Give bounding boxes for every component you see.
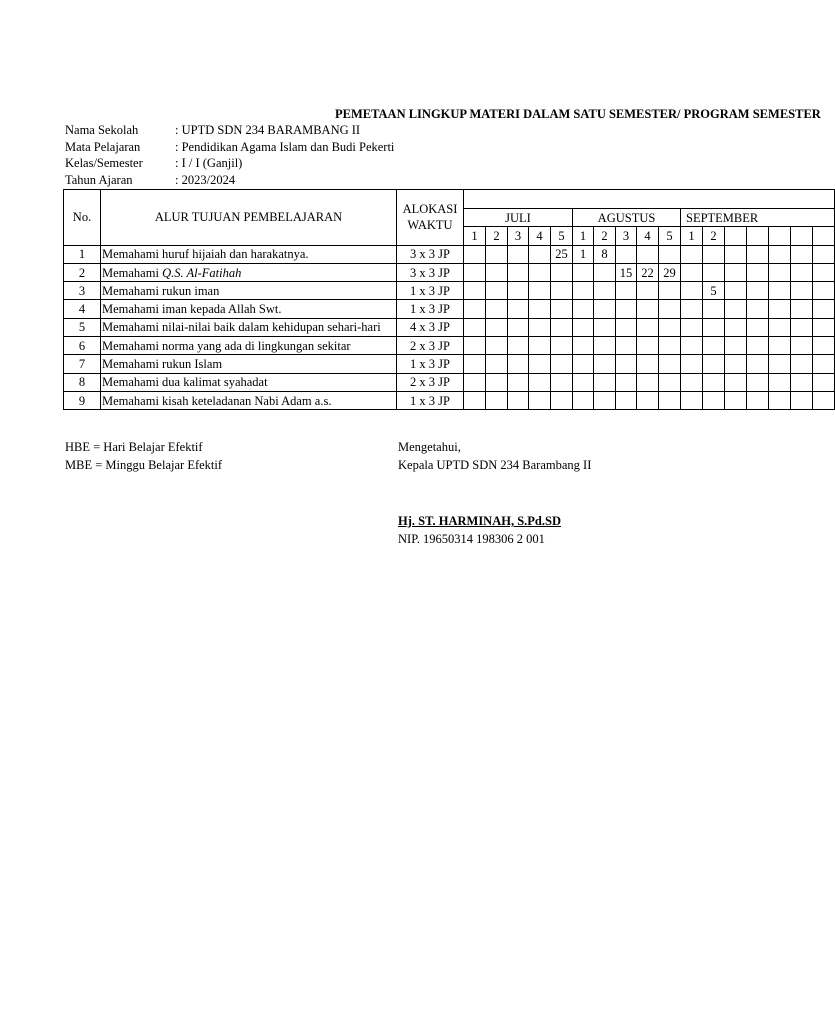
- week-header-filler: [769, 227, 791, 245]
- schedule-cell: [703, 318, 725, 336]
- schedule-cell: [551, 263, 573, 281]
- row-atp: [101, 318, 397, 336]
- schedule-cell: [508, 282, 529, 300]
- week-header: 2: [594, 227, 616, 245]
- schedule-cell: [681, 263, 703, 281]
- schedule-cell: [508, 391, 529, 409]
- schedule-cell: [573, 373, 594, 391]
- schedule-cell: [659, 245, 681, 263]
- schedule-cell: 22: [637, 263, 659, 281]
- schedule-cell: [703, 245, 725, 263]
- schedule-cell: [659, 318, 681, 336]
- schedule-cell-filler: [791, 245, 813, 263]
- schedule-cell: [486, 355, 508, 373]
- schedule-cell: [616, 245, 637, 263]
- schedule-cell: [464, 245, 486, 263]
- schedule-cell: [464, 391, 486, 409]
- schedule-cell-filler: [791, 300, 813, 318]
- schedule-cell: [681, 282, 703, 300]
- schedule-cell: [703, 263, 725, 281]
- table-row: [64, 391, 835, 409]
- signature-block: [398, 438, 592, 546]
- month-header: JULI: [464, 209, 573, 227]
- row-number: 2: [64, 263, 101, 281]
- row-atp: [101, 391, 397, 409]
- info-value: : I / I (Ganjil): [175, 156, 243, 170]
- schedule-cell: [464, 300, 486, 318]
- week-header: 3: [616, 227, 637, 245]
- schedule-cell: 5: [703, 282, 725, 300]
- schedule-cell: [616, 355, 637, 373]
- schedule-cell: [594, 318, 616, 336]
- schedule-cell-filler: [813, 282, 835, 300]
- schedule-cell: [616, 391, 637, 409]
- schedule-cell: [508, 373, 529, 391]
- row-atp-italic: Q.S. Al-Fatihah: [162, 265, 242, 280]
- row-alokasi: 1 x 3 JP: [397, 300, 464, 318]
- info-value: : Pendidikan Agama Islam dan Budi Pekerti: [175, 139, 395, 154]
- month-header: AGUSTUS: [573, 209, 681, 227]
- schedule-cell: [486, 318, 508, 336]
- week-header: 4: [637, 227, 659, 245]
- schedule-cell: [486, 263, 508, 281]
- schedule-cell-filler: [769, 337, 791, 355]
- schedule-cell-filler: [725, 373, 747, 391]
- row-alokasi: 2 x 3 JP: [397, 373, 464, 391]
- schedule-cell-filler: [791, 282, 813, 300]
- table-row: [64, 282, 835, 300]
- row-atp: [101, 355, 397, 373]
- schedule-cell: [464, 355, 486, 373]
- schedule-cell: [616, 300, 637, 318]
- legend-mbe: MBE = Minggu Belajar Efektif: [65, 458, 223, 472]
- info-label: Kelas/Semester: [65, 156, 143, 170]
- row-atp: [101, 373, 397, 391]
- row-alokasi: 1 x 3 JP: [397, 282, 464, 300]
- schedule-cell-filler: [725, 391, 747, 409]
- schedule-cell-filler: [747, 263, 769, 281]
- schedule-cell-filler: [725, 355, 747, 373]
- schedule-cell: [637, 337, 659, 355]
- schedule-cell-filler: [791, 263, 813, 281]
- schedule-cell-filler: [813, 337, 835, 355]
- week-header-filler: [791, 227, 813, 245]
- week-header: 1: [681, 227, 703, 245]
- schedule-cell-filler: [813, 373, 835, 391]
- schedule-cell-filler: [813, 300, 835, 318]
- schedule-table-viewport: [63, 189, 759, 414]
- schedule-cell: [529, 337, 551, 355]
- info-label: Mata Pelajaran: [65, 139, 141, 154]
- row-atp-text: Memahami kisah keteladanan Nabi Adam a.s.: [102, 393, 332, 408]
- schedule-cell-filler: [813, 245, 835, 263]
- schedule-cell-filler: [769, 355, 791, 373]
- week-header-filler: [747, 227, 769, 245]
- schedule-cell: [551, 282, 573, 300]
- schedule-cell: [529, 355, 551, 373]
- schedule-cell: [616, 373, 637, 391]
- schedule-cell: [529, 282, 551, 300]
- table-row: [64, 355, 835, 373]
- schedule-cell-filler: [791, 337, 813, 355]
- row-number: 8: [64, 373, 101, 391]
- table-row: [64, 245, 835, 263]
- schedule-cell-filler: [791, 391, 813, 409]
- schedule-cell: [594, 300, 616, 318]
- schedule-cell: [594, 263, 616, 281]
- schedule-cell-filler: [791, 355, 813, 373]
- row-atp-text: Memahami dua kalimat syahadat: [102, 375, 268, 390]
- week-header-filler: [725, 227, 747, 245]
- row-atp: [101, 263, 397, 281]
- schedule-cell: [594, 282, 616, 300]
- table-row: [64, 373, 835, 391]
- signature-line1: Mengetahui,: [398, 440, 461, 454]
- schedule-cell-filler: [813, 355, 835, 373]
- schedule-cell: [573, 300, 594, 318]
- schedule-cell: [681, 245, 703, 263]
- schedule-cell: [637, 318, 659, 336]
- header-alokasi-line1: ALOKASI: [402, 202, 458, 217]
- row-number: 1: [64, 245, 101, 263]
- schedule-cell: [529, 245, 551, 263]
- schedule-cell: [573, 391, 594, 409]
- schedule-cell: [508, 245, 529, 263]
- schedule-cell-filler: [725, 318, 747, 336]
- schedule-cell-filler: [769, 391, 791, 409]
- schedule-cell-filler: [725, 245, 747, 263]
- schedule-cell: [486, 282, 508, 300]
- week-header-filler: [813, 227, 835, 245]
- schedule-cell-filler: [769, 282, 791, 300]
- schedule-cell-filler: [747, 337, 769, 355]
- schedule-cell: [659, 391, 681, 409]
- schedule-cell: [659, 282, 681, 300]
- row-alokasi: 1 x 3 JP: [397, 355, 464, 373]
- schedule-cell: [486, 373, 508, 391]
- week-header: 5: [551, 227, 573, 245]
- row-alokasi: 4 x 3 JP: [397, 318, 464, 336]
- schedule-cell: [508, 337, 529, 355]
- schedule-cell: [703, 300, 725, 318]
- row-alokasi: 1 x 3 JP: [397, 391, 464, 409]
- schedule-cell: [681, 355, 703, 373]
- schedule-cell: [637, 391, 659, 409]
- schedule-cell-filler: [813, 318, 835, 336]
- schedule-cell: [659, 300, 681, 318]
- row-atp-text: Memahami rukun iman: [102, 283, 220, 298]
- schedule-cell-filler: [769, 300, 791, 318]
- info-label: Tahun Ajaran: [65, 172, 133, 187]
- legend-hbe: HBE = Hari Belajar Efektif: [65, 440, 203, 454]
- schedule-cell: [486, 337, 508, 355]
- schedule-cell: [529, 318, 551, 336]
- info-label: Nama Sekolah: [65, 123, 139, 137]
- schedule-cell: [681, 373, 703, 391]
- row-number: 3: [64, 282, 101, 300]
- schedule-cell-filler: [747, 318, 769, 336]
- schedule-cell: [464, 337, 486, 355]
- header-alokasi: [397, 190, 464, 246]
- schedule-cell: [703, 337, 725, 355]
- schedule-cell: [703, 355, 725, 373]
- schedule-cell: [486, 391, 508, 409]
- schedule-cell: [616, 337, 637, 355]
- week-header: 2: [486, 227, 508, 245]
- row-alokasi: 3 x 3 JP: [397, 245, 464, 263]
- schedule-cell: [573, 263, 594, 281]
- schedule-cell: [464, 282, 486, 300]
- signature-name: Hj. ST. HARMINAH, S.Pd.SD: [398, 514, 561, 528]
- schedule-cell: [659, 355, 681, 373]
- schedule-cell: [616, 318, 637, 336]
- week-header: 5: [659, 227, 681, 245]
- schedule-cell: [464, 373, 486, 391]
- schedule-cell: [681, 300, 703, 318]
- row-atp-text: Memahami nilai-nilai baik dalam kehidupan sehari-hari: [102, 320, 381, 335]
- schedule-cell: [529, 300, 551, 318]
- schedule-cell: [659, 373, 681, 391]
- schedule-cell-filler: [747, 245, 769, 263]
- schedule-cell-filler: [725, 300, 747, 318]
- schedule-cell: [551, 300, 573, 318]
- row-atp-text: Memahami huruf hijaiah dan harakatnya.: [102, 247, 309, 262]
- legend: [65, 438, 222, 474]
- schedule-cell: 15: [616, 263, 637, 281]
- header-no: No.: [64, 190, 101, 246]
- row-atp-text: Memahami iman kepada Allah Swt.: [102, 302, 282, 317]
- week-header: 2: [703, 227, 725, 245]
- row-number: 5: [64, 318, 101, 336]
- schedule-cell: [464, 318, 486, 336]
- row-alokasi: 2 x 3 JP: [397, 337, 464, 355]
- row-atp: [101, 282, 397, 300]
- schedule-cell-filler: [747, 300, 769, 318]
- header-alokasi-line2: WAKTU: [407, 218, 453, 233]
- schedule-cell: [659, 337, 681, 355]
- row-alokasi: 3 x 3 JP: [397, 263, 464, 281]
- schedule-cell: [681, 391, 703, 409]
- row-atp: [101, 300, 397, 318]
- schedule-cell: [486, 300, 508, 318]
- schedule-cell: [703, 373, 725, 391]
- schedule-cell: [508, 263, 529, 281]
- schedule-cell-filler: [769, 318, 791, 336]
- schedule-cell-filler: [769, 263, 791, 281]
- week-header: 3: [508, 227, 529, 245]
- row-atp-text: Memahami: [102, 265, 163, 280]
- schedule-cell: [573, 318, 594, 336]
- schedule-cell-filler: [747, 355, 769, 373]
- schedule-cell: [529, 373, 551, 391]
- schedule-cell-filler: [747, 282, 769, 300]
- table-row: [64, 300, 835, 318]
- schedule-cell-filler: [725, 263, 747, 281]
- info-value: : UPTD SDN 234 BARAMBANG II: [175, 123, 361, 137]
- schedule-cell-filler: [813, 391, 835, 409]
- schedule-cell: [573, 282, 594, 300]
- schedule-cell: 1: [573, 245, 594, 263]
- schedule-cell: [508, 300, 529, 318]
- schedule-cell: [637, 355, 659, 373]
- week-header: 4: [529, 227, 551, 245]
- schedule-cell-filler: [813, 263, 835, 281]
- document-title: PEMETAAN LINGKUP MATERI DALAM SATU SEMESTER/ PROGRAM SEMESTER: [335, 107, 821, 121]
- schedule-table: [63, 189, 835, 410]
- schedule-cell: [508, 355, 529, 373]
- schedule-cell: [551, 337, 573, 355]
- row-atp: [101, 245, 397, 263]
- row-number: 6: [64, 337, 101, 355]
- table-row: [64, 263, 835, 281]
- schedule-cell: [551, 373, 573, 391]
- row-atp: [101, 337, 397, 355]
- schedule-cell: [573, 355, 594, 373]
- schedule-cell: [637, 282, 659, 300]
- schedule-cell-filler: [769, 373, 791, 391]
- schedule-cell: [508, 318, 529, 336]
- schedule-cell: [703, 391, 725, 409]
- schedule-cell: [573, 337, 594, 355]
- schedule-cell-filler: [725, 337, 747, 355]
- schedule-cell: 25: [551, 245, 573, 263]
- month-header: SEPTEMBER: [681, 209, 835, 227]
- schedule-cell: [681, 337, 703, 355]
- schedule-cell: [681, 318, 703, 336]
- schedule-cell: [486, 245, 508, 263]
- header-month-group: [464, 190, 835, 209]
- schedule-cell: [551, 391, 573, 409]
- week-header: 1: [464, 227, 486, 245]
- row-atp-text: Memahami rukun Islam: [102, 357, 223, 372]
- row-number: 7: [64, 355, 101, 373]
- schedule-cell-filler: [747, 391, 769, 409]
- schedule-cell-filler: [725, 282, 747, 300]
- table-row: [64, 318, 835, 336]
- row-number: 4: [64, 300, 101, 318]
- schedule-cell-filler: [791, 373, 813, 391]
- schedule-cell-filler: [747, 373, 769, 391]
- header-atp: ALUR TUJUAN PEMBELAJARAN: [101, 190, 397, 246]
- schedule-cell: [551, 318, 573, 336]
- schedule-cell-filler: [791, 318, 813, 336]
- schedule-cell: [529, 263, 551, 281]
- info-value: : 2023/2024: [175, 172, 236, 187]
- schedule-cell: [594, 337, 616, 355]
- signature-line2: Kepala UPTD SDN 234 Barambang II: [398, 458, 592, 472]
- schedule-cell: [637, 300, 659, 318]
- signature-nip: NIP. 19650314 198306 2 001: [398, 532, 545, 546]
- schedule-cell: 29: [659, 263, 681, 281]
- schedule-cell: 8: [594, 245, 616, 263]
- schedule-cell-filler: [769, 245, 791, 263]
- schedule-cell: [464, 263, 486, 281]
- schedule-cell: [594, 373, 616, 391]
- week-header: 1: [573, 227, 594, 245]
- schedule-cell: [594, 355, 616, 373]
- schedule-cell: [551, 355, 573, 373]
- schedule-cell: [637, 245, 659, 263]
- schedule-cell: [637, 373, 659, 391]
- schedule-cell: [616, 282, 637, 300]
- schedule-cell: [529, 391, 551, 409]
- schedule-cell: [594, 391, 616, 409]
- row-number: 9: [64, 391, 101, 409]
- row-atp-text: Memahami norma yang ada di lingkungan sekitar: [102, 338, 351, 353]
- table-row: [64, 337, 835, 355]
